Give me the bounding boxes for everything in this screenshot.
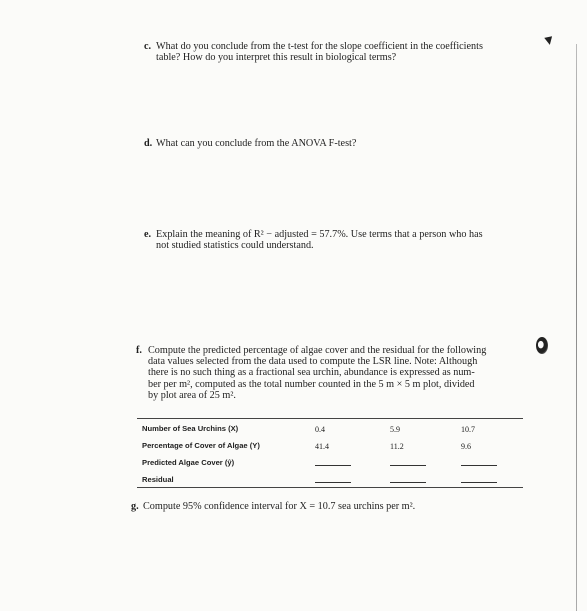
table-cell: 9.6 <box>461 442 471 451</box>
binder-ring-hole <box>536 337 548 354</box>
row-label-predicted: Predicted Algae Cover (ŷ) <box>142 458 235 467</box>
question-f-text: Compute the predicted percentage of algae cover and the residual for the following data values selected from the data used to compute the LSR line. Note: Although there is no such thing as a fractional sea urchin, abundance is expressed as num- ber per m², computed as the total number counted in the 5 m × 5 m plot, divided by plot area of 25 m². <box>148 345 487 401</box>
question-g-text: Compute 95% confidence interval for X = 10.7 sea urchins per m². <box>143 501 416 512</box>
question-d <box>144 138 536 149</box>
row-label-sea-urchins: Number of Sea Urchins (X) <box>142 424 239 433</box>
question-g-letter: g. <box>131 501 139 512</box>
table-cell: 5.9 <box>390 425 400 434</box>
table-cell: 41.4 <box>315 442 329 451</box>
table-cell: 11.2 <box>390 442 404 451</box>
answer-blank[interactable] <box>315 465 351 466</box>
row-label-residual: Residual <box>142 475 174 484</box>
answer-blank[interactable] <box>390 465 426 466</box>
question-e-letter: e. <box>144 229 152 240</box>
answer-blank[interactable] <box>390 482 426 483</box>
row-label-algae-cover: Percentage of Cover of Algae (Y) <box>142 441 260 450</box>
question-c-text: What do you conclude from the t-test for the slope coefficient in the coefficients table? How do you interpret this result in biological terms? <box>156 41 483 64</box>
table-row <box>137 419 523 436</box>
table-row <box>137 470 523 487</box>
answer-blank[interactable] <box>461 482 497 483</box>
page-edge <box>576 44 577 611</box>
question-c-letter: c. <box>144 41 152 52</box>
question-g <box>131 501 523 512</box>
margin-arrow-mark <box>544 36 553 45</box>
question-e-text: Explain the meaning of R² − adjusted = 57.7%. Use terms that a person who has not studied statistics could understand. <box>156 229 483 252</box>
data-table <box>137 418 523 488</box>
question-d-text: What can you conclude from the ANOVA F-test? <box>156 138 357 149</box>
table-row <box>137 436 523 453</box>
table-cell: 10.7 <box>461 425 475 434</box>
answer-blank[interactable] <box>461 465 497 466</box>
question-f-letter: f. <box>136 345 142 356</box>
question-d-letter: d. <box>144 138 153 149</box>
table-row <box>137 453 523 470</box>
answer-blank[interactable] <box>315 482 351 483</box>
question-f <box>136 345 524 401</box>
question-c <box>144 41 536 63</box>
question-e <box>144 229 536 251</box>
table-cell: 0.4 <box>315 425 325 434</box>
